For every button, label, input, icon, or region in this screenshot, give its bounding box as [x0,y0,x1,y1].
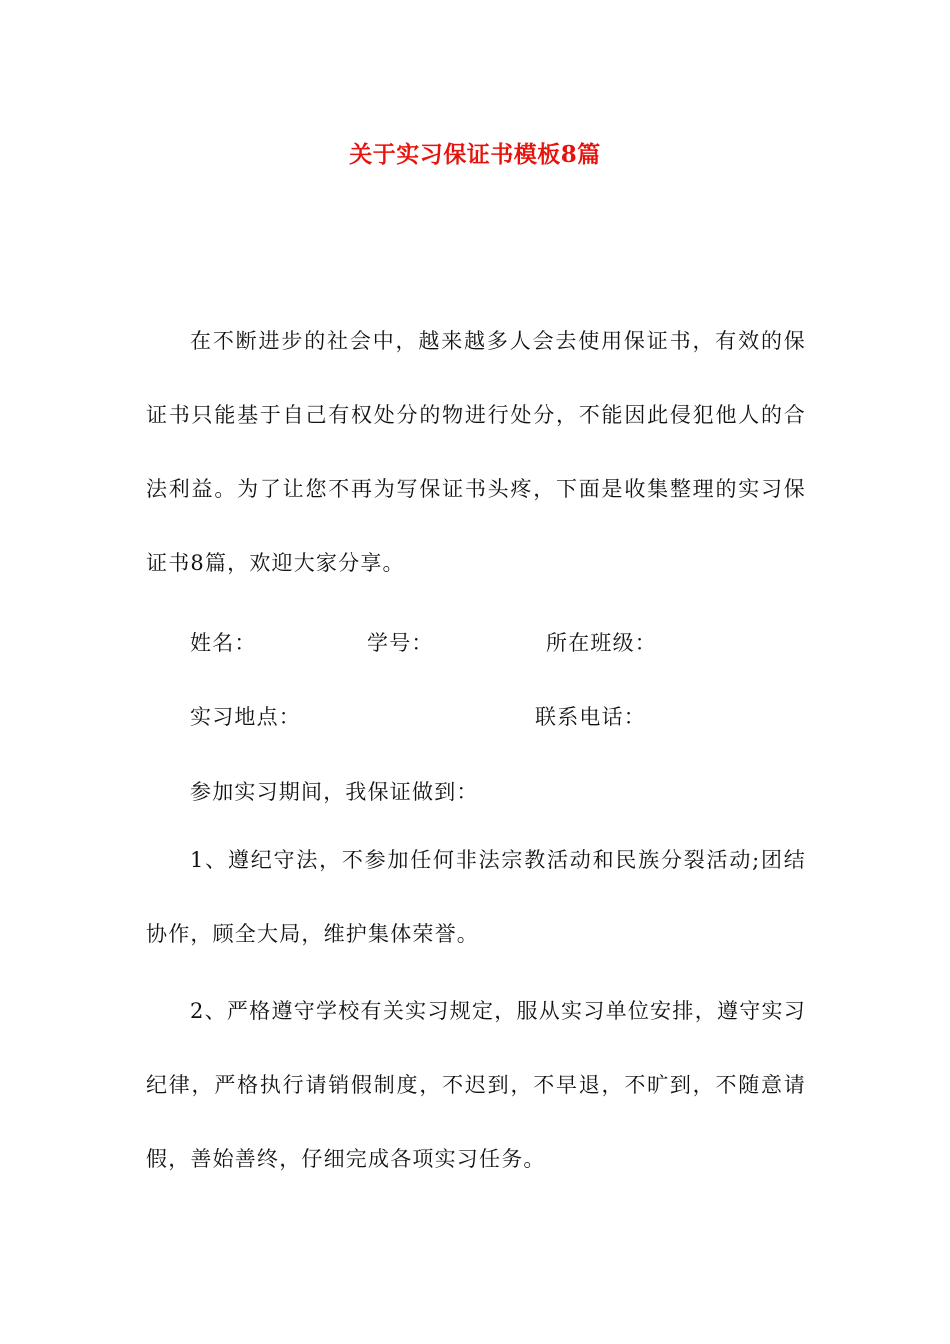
student-id-label: 学号： [367,631,434,655]
pledge-item-1-block [146,823,806,971]
pledge-item-1: 1、遵纪守法，不参加任何非法宗教活动和民族分裂活动;团结协作，顾全大局，维护集体荣誉。 [146,848,806,946]
name-label: 姓名： [190,631,257,655]
contact-phone-label: 联系电话： [535,705,646,729]
class-label: 所在班级： [546,631,657,655]
internship-location-label: 实习地点： [190,705,301,729]
pledge-item-2-block [146,974,806,1196]
pledge-intro: 参加实习期间，我保证做到： [190,780,479,804]
document-title: 关于实习保证书模板8篇 [349,141,601,168]
pledge-item-2: 2、严格遵守学校有关实习规定，服从实习单位安排，遵守实习纪律，严格执行请销假制度，不迟到，不早退，不旷到，不随意请假，善始善终，仔细完成各项实习任务。 [146,999,806,1171]
intro-paragraph: 在不断进步的社会中，越来越多人会去使用保证书，有效的保证书只能基于自己有权处分的物进行处分，不能因此侵犯他人的合法利益。为了让您不再为写保证书头疼，下面是收集整理的实习保证书8篇，欢迎大家分享。 [146,329,806,575]
intro-paragraph-block [146,304,806,600]
